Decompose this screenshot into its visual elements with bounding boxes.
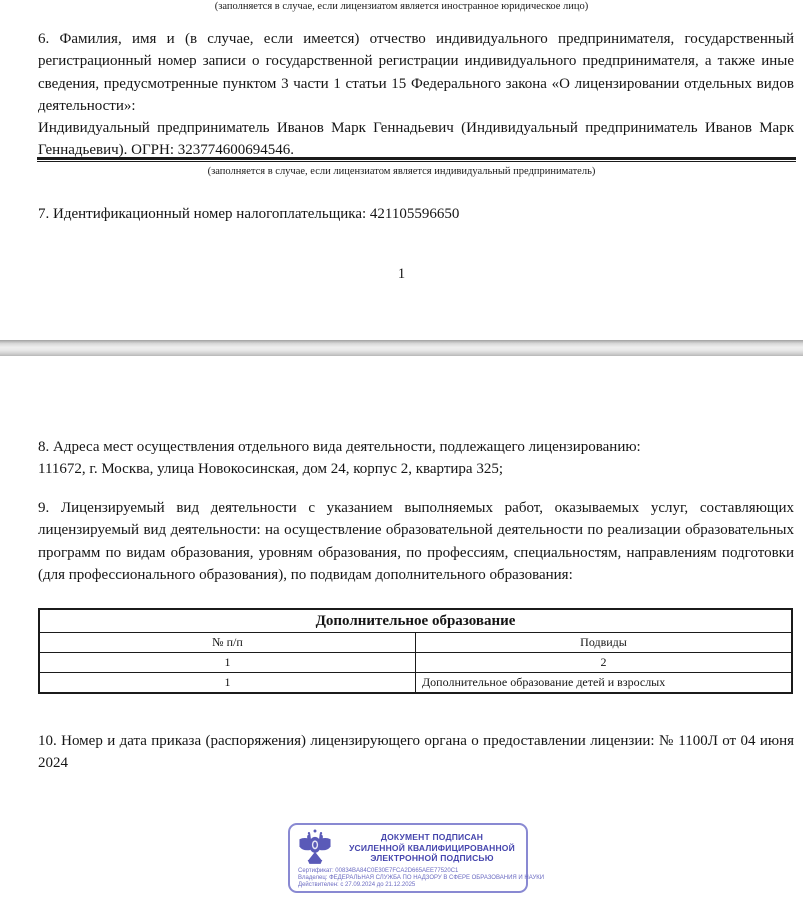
- page-number: 1: [397, 266, 406, 282]
- stamp-title-line1: ДОКУМЕНТ ПОДПИСАН: [380, 832, 484, 842]
- table-title: Дополнительное образование: [39, 609, 792, 633]
- item9-block: [38, 497, 794, 586]
- stamp-certificate: Сертификат: 00834BA84C0E30E7FCA2D665AEE77520C1: [298, 868, 459, 874]
- item10-block: [38, 730, 794, 775]
- item6-text: 6. Фамилия, имя и (в случае, если имеется) отчество индивидуального предпринимателя, государственный регистрационный номер записи о государственной регистрации индивидуального предпринимателя, а также иные сведения, предусмотренные пунктом 3 части 1 статьи 15 Федерального закона «О лицензировании отдельных видов деятельности»:: [38, 31, 794, 114]
- foreign-entity-note: (заполняется в случае, если лицензиатом является иностранное юридическое лицо): [214, 1, 589, 12]
- item9-text: 9. Лицензируемый вид деятельности с указанием выполняемых работ, оказываемых услуг, составляющих лицензируемый вид деятельности: на осуществление образовательной деятельности по реализации образовательных программ по видам образования, уровням образования, по профессиям, специальностям, направлениям подготовки (для профессионального образования), по подвидам дополнительного образования:: [38, 500, 794, 583]
- table-col2-header: Подвиды: [416, 633, 793, 653]
- coat-of-arms-icon: [290, 825, 338, 867]
- page-separator: [0, 340, 803, 356]
- table-col1-header: № п/п: [39, 633, 416, 653]
- table-row-text: Дополнительное образование детей и взрослых: [416, 673, 793, 693]
- entrepreneur-note: (заполняется в случае, если лицензиатом является индивидуальный предприниматель): [207, 166, 596, 177]
- item6-value: Индивидуальный предприниматель Иванов Марк Геннадьевич (Индивидуальный предприниматель Иванов Марк Геннадьевич). ОГРН: 323774600694546.: [38, 120, 794, 159]
- stamp-title: [338, 825, 526, 867]
- education-table: [38, 608, 793, 694]
- item10-text: 10. Номер и дата приказа (распоряжения) лицензирующего органа о предоставлении лицензии: № 1100Л от 04 июня 2024: [38, 733, 794, 772]
- item6-block: [38, 28, 794, 162]
- stamp-owner: Владелец: ФЕДЕРАЛЬНАЯ СЛУЖБА ПО НАДЗОРУ В СФЕРЕ ОБРАЗОВАНИЯ И НАУКИ: [298, 875, 545, 881]
- item8-title: 8. Адреса мест осуществления отдельного вида деятельности, подлежащего лицензированию:: [38, 439, 641, 455]
- table-colnum-1: 1: [39, 653, 416, 673]
- item8-block: [38, 436, 794, 481]
- item7-text: 7. Идентификационный номер налогоплательщика: 421105596650: [38, 206, 460, 222]
- table-row-num: 1: [39, 673, 416, 693]
- signature-rule: [37, 157, 796, 162]
- table-row: [39, 673, 792, 693]
- stamp-title-line3: ЭЛЕКТРОННОЙ ПОДПИСЬЮ: [370, 853, 494, 863]
- item8-value: 111672, г. Москва, улица Новокосинская, дом 24, корпус 2, квартира 325;: [38, 461, 503, 478]
- digital-signature-stamp: [288, 823, 545, 893]
- table-colnum-2: 2: [416, 653, 793, 673]
- stamp-title-line2: УСИЛЕННОЙ КВАЛИФИЦИРОВАННОЙ: [349, 842, 515, 853]
- stamp-validity: Действителен: с 27.09.2024 до 21.12.2025: [298, 882, 416, 888]
